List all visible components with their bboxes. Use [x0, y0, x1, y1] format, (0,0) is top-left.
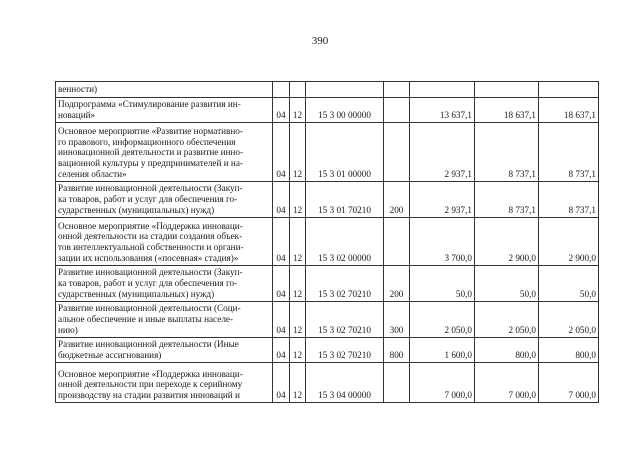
amount-year3-cell: 7 000,0: [539, 363, 599, 403]
section-code-cell: 04: [273, 182, 290, 218]
section-code-cell: 04: [273, 123, 290, 182]
subsection-code-cell: 12: [290, 182, 306, 218]
expense-kind-cell: 800: [384, 338, 410, 363]
amount-year2-cell: 2 900,0: [475, 218, 539, 266]
amount-year2-cell: 800,0: [475, 338, 539, 363]
item-name-cell: Развитие инновационной деятельности (Иные бюджетные ассигнования): [56, 338, 273, 363]
target-article-cell: 15 3 00 00000: [306, 98, 384, 123]
table-row: [56, 363, 599, 403]
amount-year1-cell: 3 700,0: [410, 218, 475, 266]
amount-year2-cell: 8 737,1: [475, 123, 539, 182]
section-code-cell: 04: [273, 302, 290, 338]
subsection-code-cell: 12: [290, 338, 306, 363]
table-row: [56, 123, 599, 182]
amount-year3-cell: 800,0: [539, 338, 599, 363]
item-name-cell: венности): [56, 82, 273, 98]
subsection-code-cell: 12: [290, 302, 306, 338]
amount-year2-cell: 7 000,0: [475, 363, 539, 403]
amount-year3-cell: 50,0: [539, 266, 599, 302]
item-name-cell: Основное мероприятие «Поддержка инноваци- онной деятельности при переходе к серийному производству на стадии развития инноваций и: [56, 363, 273, 403]
target-article-cell: 15 3 02 70210: [306, 302, 384, 338]
section-code-cell: 04: [273, 338, 290, 363]
target-article-cell: 15 3 04 00000: [306, 363, 384, 403]
amount-year2-cell: 2 050,0: [475, 302, 539, 338]
page-number: 390: [311, 35, 329, 47]
expense-kind-cell: [384, 218, 410, 266]
target-article-cell: 15 3 02 70210: [306, 338, 384, 363]
target-article-cell: 15 3 01 00000: [306, 123, 384, 182]
amount-year1-cell: 2 050,0: [410, 302, 475, 338]
amount-year3-cell: 8 737,1: [539, 182, 599, 218]
target-article-cell: 15 3 02 00000: [306, 218, 384, 266]
table-row: [56, 98, 599, 123]
amount-year3-cell: 8 737,1: [539, 123, 599, 182]
section-code-cell: 04: [273, 363, 290, 403]
amount-year3-cell: 2 900,0: [539, 218, 599, 266]
amount-year3-cell: 2 050,0: [539, 302, 599, 338]
expense-kind-cell: [384, 98, 410, 123]
amount-year3-cell: [539, 82, 599, 98]
table-row: [56, 338, 599, 363]
expense-kind-cell: 300: [384, 302, 410, 338]
section-code-cell: 04: [273, 218, 290, 266]
expense-kind-cell: 200: [384, 182, 410, 218]
amount-year2-cell: [475, 82, 539, 98]
target-article-cell: 15 3 01 70210: [306, 182, 384, 218]
item-name-cell: Развитие инновационной деятельности (Закуп- ка товаров, работ и услуг для обеспечения го- сударственных (муниципальных) нужд): [56, 266, 273, 302]
expense-kind-cell: [384, 123, 410, 182]
subsection-code-cell: 12: [290, 98, 306, 123]
table-row: [56, 82, 599, 98]
target-article-cell: 15 3 02 70210: [306, 266, 384, 302]
item-name-cell: Развитие инновационной деятельности (Закуп- ка товаров, работ и услуг для обеспечения го- сударственных (муниципальных) нужд): [56, 182, 273, 218]
amount-year1-cell: 2 937,1: [410, 123, 475, 182]
item-name-cell: Основное мероприятие «Поддержка инноваци- онной деятельности на стадии создания объек- тов интеллектуальной собственности и органи- зации их использования («посевная» стадия)»: [56, 218, 273, 266]
table-row: [56, 266, 599, 302]
amount-year3-cell: 18 637,1: [539, 98, 599, 123]
item-name-cell: Развитие инновационной деятельности (Соци- альное обеспечение и иные выплаты населе- нию): [56, 302, 273, 338]
amount-year1-cell: 2 937,1: [410, 182, 475, 218]
subsection-code-cell: 12: [290, 363, 306, 403]
table-row: [56, 302, 599, 338]
item-name-cell: Подпрограмма «Стимулирование развития ин- новаций»: [56, 98, 273, 123]
table-row: [56, 218, 599, 266]
target-article-cell: [306, 82, 384, 98]
amount-year1-cell: 1 600,0: [410, 338, 475, 363]
amount-year2-cell: 8 737,1: [475, 182, 539, 218]
amount-year1-cell: 50,0: [410, 266, 475, 302]
item-name-cell: Основное мероприятие «Развитие нормативно- го правового, информационного обеспечения инновационной деятельности и развитие инно- вационной культуры у предпринимателей и на- селения области»: [56, 123, 273, 182]
section-code-cell: 04: [273, 266, 290, 302]
subsection-code-cell: [290, 82, 306, 98]
subsection-code-cell: 12: [290, 266, 306, 302]
subsection-code-cell: 12: [290, 123, 306, 182]
budget-table: [55, 81, 599, 403]
section-code-cell: [273, 82, 290, 98]
expense-kind-cell: 200: [384, 266, 410, 302]
amount-year1-cell: [410, 82, 475, 98]
amount-year1-cell: 7 000,0: [410, 363, 475, 403]
section-code-cell: 04: [273, 98, 290, 123]
amount-year2-cell: 18 637,1: [475, 98, 539, 123]
expense-kind-cell: [384, 363, 410, 403]
subsection-code-cell: 12: [290, 218, 306, 266]
amount-year1-cell: 13 637,1: [410, 98, 475, 123]
table-row: [56, 182, 599, 218]
budget-table-body: [56, 82, 599, 403]
amount-year2-cell: 50,0: [475, 266, 539, 302]
expense-kind-cell: [384, 82, 410, 98]
